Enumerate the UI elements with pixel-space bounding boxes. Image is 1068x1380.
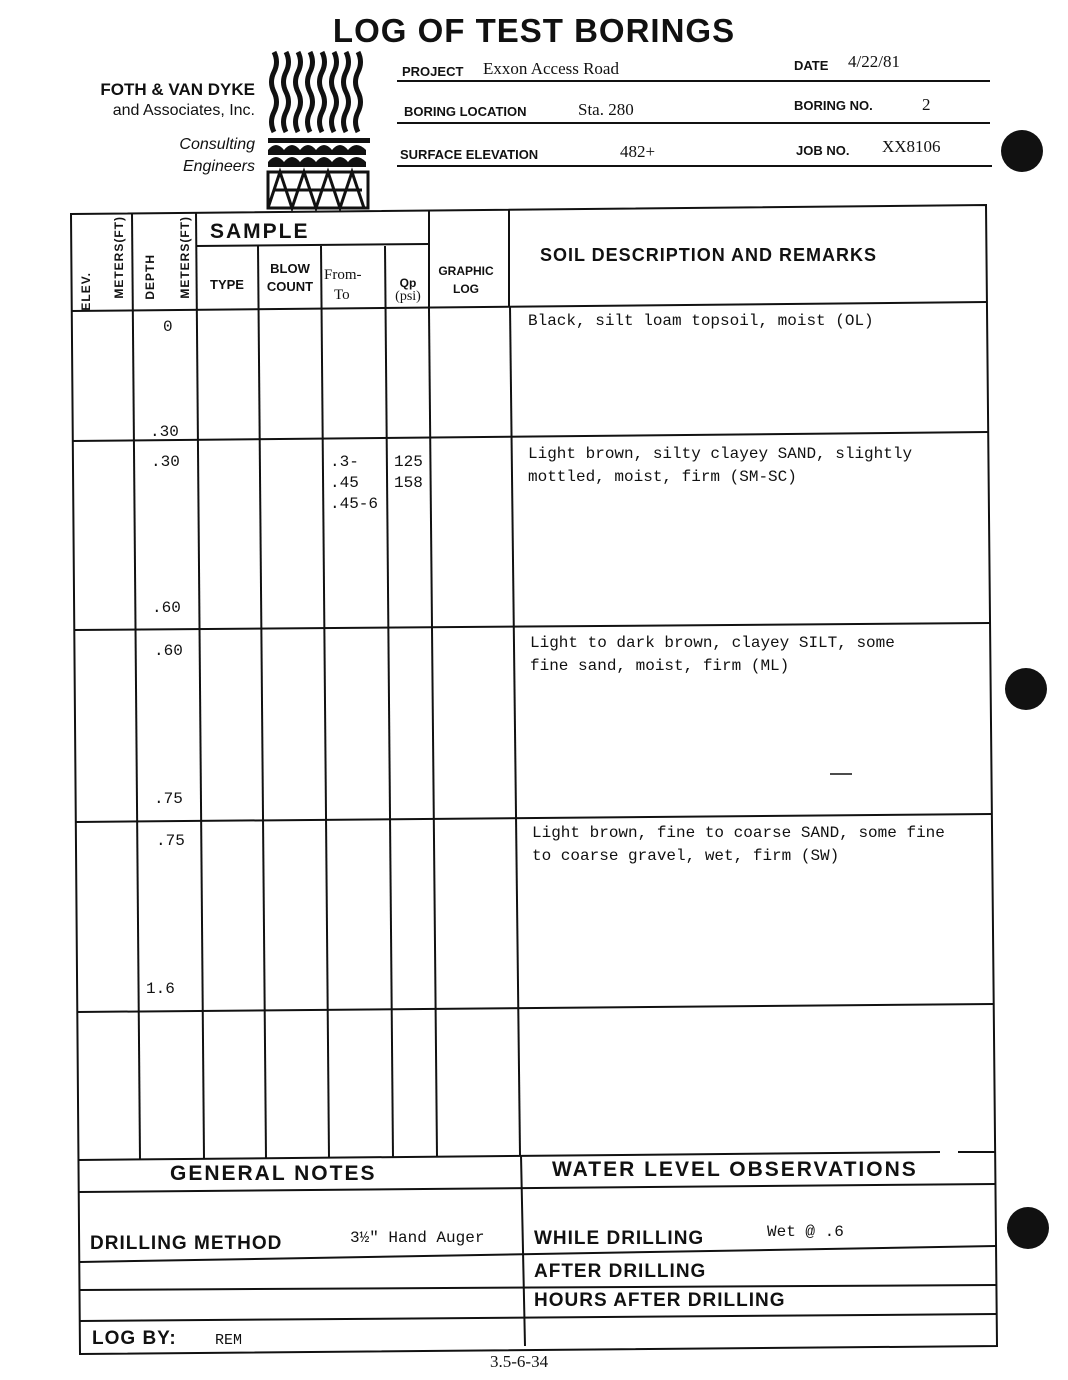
company-tagline: Consulting: [179, 136, 255, 153]
depth-bottom: .60: [152, 599, 181, 617]
graphic-log-header: [430, 262, 502, 298]
boring-no-value: 2: [922, 95, 931, 114]
graphic-log-header-line2: LOG: [453, 282, 479, 296]
soil-description-line: Light to dark brown, clayey SILT, some: [530, 634, 895, 652]
soil-description-line: Light brown, silty clayey SAND, slightly: [528, 445, 913, 463]
soil-description-line: to coarse gravel, wet, firm (SW): [532, 847, 840, 865]
sample-header: SAMPLE: [210, 220, 310, 243]
depth-top: 0: [163, 318, 173, 336]
soil-description: [532, 822, 945, 868]
surface-elevation-label: SURFACE ELEVATION: [400, 147, 539, 162]
from-to-header-line2: To: [334, 287, 350, 303]
elev-column-header: ELEV.: [79, 272, 93, 311]
soil-description-line: fine sand, moist, firm (ML): [530, 657, 790, 675]
boring-location-value: Sta. 280: [578, 100, 634, 119]
company-tagline-line2: Engineers: [182, 158, 255, 175]
depth-bottom: 1.6: [146, 980, 175, 998]
from-to-value: .45: [330, 474, 359, 492]
project-label: PROJECT: [402, 64, 464, 79]
qp-header-line2: (psi): [395, 289, 421, 304]
page-title: LOG OF TEST BORINGS: [332, 12, 736, 49]
from-to-value: .45-6: [330, 495, 379, 513]
drilling-method-value: 3½" Hand Auger: [350, 1229, 485, 1247]
type-column-header: TYPE: [210, 277, 244, 292]
log-by-label: LOG BY:: [92, 1328, 177, 1349]
elev-units-header: METERS(FT): [112, 216, 126, 299]
soil-description: [530, 632, 895, 678]
sample-qp: [394, 452, 423, 494]
soil-description-line: Black, silt loam topsoil, moist (OL): [528, 312, 874, 330]
blow-count-header-line2: COUNT: [266, 279, 314, 294]
while-drilling-value: Wet @ .6: [767, 1223, 844, 1241]
depth-top: .60: [154, 642, 183, 660]
soil-description-line: mottled, moist, firm (SM-SC): [528, 468, 797, 486]
soil-description: [528, 310, 874, 333]
general-notes-title: GENERAL NOTES: [170, 1162, 377, 1185]
blow-count-header-line1: BLOW: [270, 261, 310, 276]
blow-count-header: [259, 260, 321, 296]
job-no-label: JOB NO.: [796, 143, 850, 158]
depth-column-header: DEPTH: [143, 254, 157, 300]
date-value: 4/22/81: [848, 52, 900, 71]
hours-after-drilling-label: HOURS AFTER DRILLING: [534, 1290, 786, 1311]
soil-description: [528, 443, 912, 489]
qp-header-line1: Qp: [399, 276, 417, 290]
page-number: 3.5-6-34: [490, 1352, 549, 1371]
qp-value: 125: [394, 453, 423, 471]
from-to-value: .3-: [330, 453, 359, 471]
soil-description-line: Light brown, fine to coarse SAND, some fine: [532, 824, 945, 842]
job-no-value: XX8106: [882, 137, 941, 156]
depth-bottom: .75: [154, 790, 183, 808]
after-drilling-label: AFTER DRILLING: [534, 1261, 707, 1282]
soil-description-header: SOIL DESCRIPTION AND REMARKS: [540, 245, 878, 265]
water-level-title: WATER LEVEL OBSERVATIONS: [552, 1158, 918, 1181]
project-value: Exxon Access Road: [483, 59, 619, 78]
qp-value: 158: [394, 474, 423, 492]
depth-top: .75: [156, 832, 185, 850]
depth-top: .30: [151, 453, 180, 471]
log-by-value: REM: [215, 1332, 243, 1349]
sample-from-to: [330, 452, 378, 515]
boring-location-label: BORING LOCATION: [404, 104, 527, 119]
company-name: FOTH & VAN DYKE: [100, 80, 255, 99]
qp-header: [386, 276, 430, 304]
company-name-line2: and Associates, Inc.: [112, 102, 255, 119]
depth-bottom: .30: [150, 423, 179, 441]
depth-units-header: METERS(FT): [178, 216, 192, 299]
date-label: DATE: [794, 58, 829, 73]
boring-no-label: BORING NO.: [794, 98, 873, 113]
drilling-method-label: DRILLING METHOD: [90, 1233, 283, 1254]
surface-elevation-value: 482+: [620, 142, 656, 161]
while-drilling-label: WHILE DRILLING: [534, 1228, 705, 1249]
from-to-header: [324, 265, 362, 305]
graphic-log-header-line1: GRAPHIC: [438, 264, 494, 278]
from-to-header-line1: From-: [324, 267, 362, 283]
